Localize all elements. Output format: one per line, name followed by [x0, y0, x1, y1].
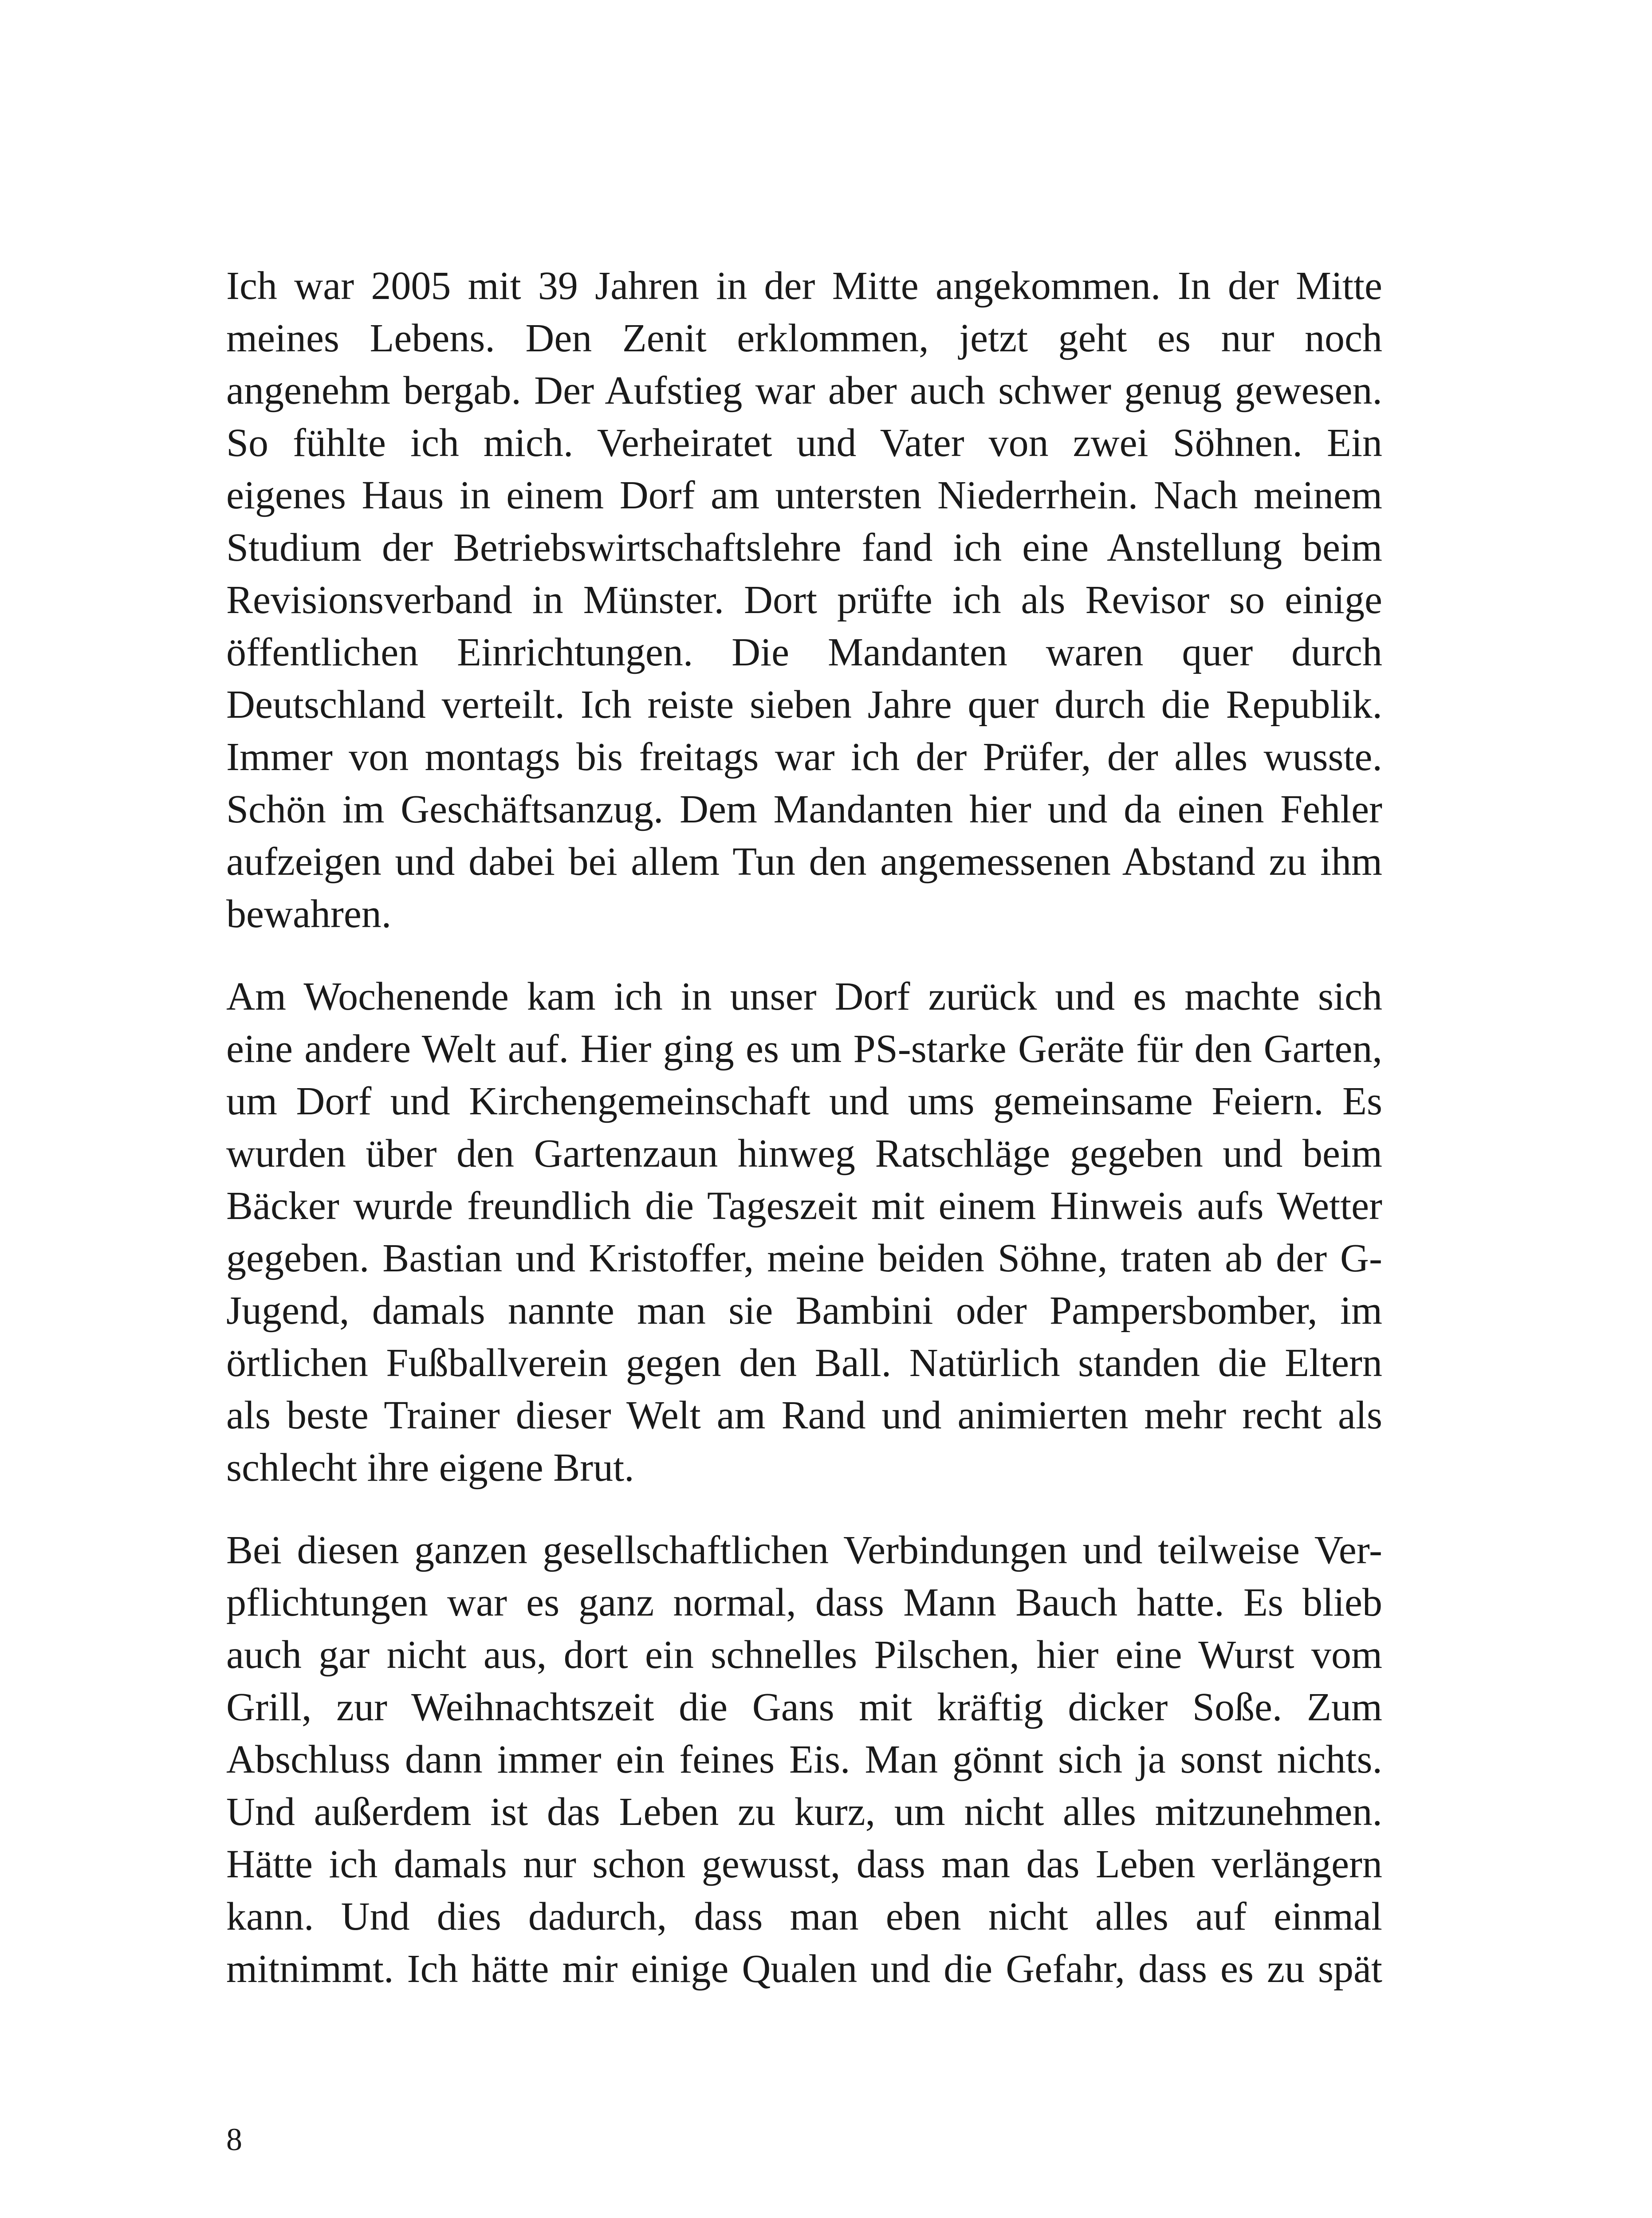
text-line: Jugend, damals nannte man sie Bambini oder Pampersbomber, im — [226, 1289, 1382, 1333]
text-line: Studium der Betriebswirtschaftslehre fand ich eine Anstellung beim — [226, 526, 1382, 570]
text-line: örtlichen Fußballverein gegen den Ball. Natürlich standen die Eltern — [226, 1341, 1382, 1385]
text-line: aufzeigen und dabei bei allem Tun den angemessenen Abstand zu ihm — [226, 840, 1382, 884]
paragraph — [226, 971, 1382, 1494]
text-line: schlecht ihre eigene Brut. — [226, 1446, 634, 1490]
text-line: mitnimmt. Ich hätte mir einige Qualen und die Gefahr, dass es zu spät — [226, 1947, 1382, 1991]
text-line: eigenes Haus in einem Dorf am untersten Niederrhein. Nach meinem — [226, 473, 1382, 517]
text-line: Abschluss dann immer ein feines Eis. Man gönnt sich ja sonst nichts. — [226, 1738, 1382, 1781]
text-line: gegeben. Bastian und Kristoffer, meine beiden Söhne, traten ab der G- — [226, 1236, 1382, 1280]
text-line: bewahren. — [226, 892, 392, 936]
paragraph — [226, 260, 1382, 940]
text-line: Deutschland verteilt. Ich reiste sieben Jahre quer durch die Republik. — [226, 683, 1382, 727]
text-line: Ich war 2005 mit 39 Jahren in der Mitte angekommen. In der Mitte — [226, 264, 1382, 308]
text-line: eine andere Welt auf. Hier ging es um PS-starke Geräte für den Garten, — [226, 1027, 1382, 1071]
text-line: meines Lebens. Den Zenit erklommen, jetzt geht es nur noch — [226, 316, 1382, 360]
text-line: wurden über den Gartenzaun hinweg Ratschläge gegeben und beim — [226, 1132, 1382, 1176]
page-number: 8 — [226, 2122, 242, 2157]
text-line: Und außerdem ist das Leben zu kurz, um nicht alles mitzunehmen. — [226, 1790, 1382, 1834]
text-line: angenehm bergab. Der Aufstieg war aber auch schwer genug gewesen. — [226, 369, 1382, 413]
text-line: kann. Und dies dadurch, dass man eben nicht alles auf einmal — [226, 1895, 1382, 1939]
text-line: um Dorf und Kirchengemeinschaft und ums gemeinsame Feiern. Es — [226, 1079, 1382, 1123]
text-line: auch gar nicht aus, dort ein schnelles Pilschen, hier eine Wurst vom — [226, 1633, 1382, 1677]
paragraph — [226, 1524, 1382, 1995]
text-line: So fühlte ich mich. Verheiratet und Vater von zwei Söhnen. Ein — [226, 421, 1382, 465]
text-line: Grill, zur Weihnachtszeit die Gans mit kräftig dicker Soße. Zum — [226, 1685, 1382, 1729]
text-line: Bäcker wurde freundlich die Tageszeit mit einem Hinweis aufs Wetter — [226, 1184, 1382, 1228]
text-line: Immer von montags bis freitags war ich der Prüfer, der alles wusste. — [226, 735, 1382, 779]
text-line: als beste Trainer dieser Welt am Rand und animierten mehr recht als — [226, 1393, 1382, 1437]
text-line: Revisionsverband in Münster. Dort prüfte ich als Revisor so einige — [226, 578, 1382, 622]
text-line: Hätte ich damals nur schon gewusst, dass man das Leben verlängern — [226, 1842, 1382, 1886]
text-line: pflichtungen war es ganz normal, dass Mann Bauch hatte. Es blieb — [226, 1581, 1382, 1624]
text-line: Schön im Geschäftsanzug. Dem Mandanten hier und da einen Fehler — [226, 787, 1382, 831]
body-text — [226, 260, 1382, 2025]
text-line: Bei diesen ganzen gesellschaftlichen Verbindungen und teilweise Ver- — [226, 1528, 1382, 1572]
text-line: Am Wochenende kam ich in unser Dorf zurück und es machte sich — [226, 975, 1382, 1019]
text-line: öffentlichen Einrichtungen. Die Mandanten waren quer durch — [226, 630, 1382, 674]
